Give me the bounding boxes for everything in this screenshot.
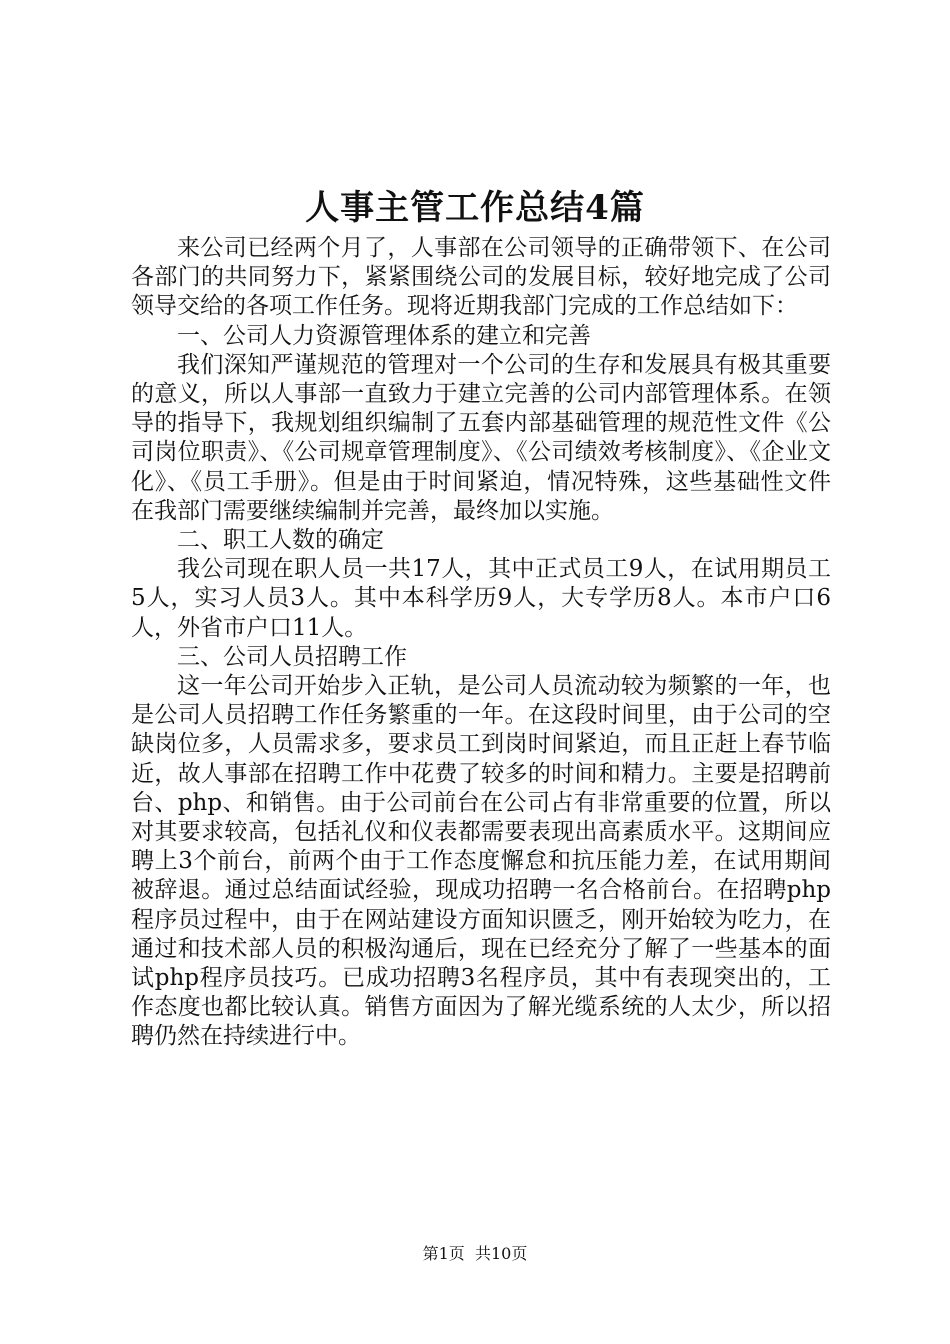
intro-paragraph: 来公司已经两个月了，人事部在公司领导的正确带领下、在公司各部门的共同努力下，紧紧围绕公司的发展目标，较好地完成了公司领导交给的各项工作任务。现将近期我部门完成的工作总结如下： (131, 235, 831, 320)
document-title: 人事主管工作总结4篇 (305, 188, 645, 228)
section-body-3: 这一年公司开始步入正轨，是公司人员流动较为频繁的一年，也是公司人员招聘工作任务繁重的一年。在这段时间里，由于公司的空缺岗位多，人员需求多，要求员工到岗时间紧迫，而且正赶上春节临近，故人事部在招聘工作中花费了较多的时间和精力。主要是招聘前台、php、和销售。由于公司前台在公司占有非常重要的位置，所以对其要求较高，包括礼仪和仪表都需要表现出高素质水平。这期间应聘上3个前台，前两个由于工作态度懈怠和抗压能力差，在试用期间被辞退。通过总结面试经验，现成功招聘一名合格前台。在招聘php程序员过程中，由于在网站建设方面知识匮乏，刚开始较为吃力，在通过和技术部人员的积极沟通后，现在已经充分了解了一些基本的面试php程序员技巧。已成功招聘3名程序员，其中有表现突出的，工作态度也都比较认真。销售方面因为了解光缆系统的人太少，所以招聘仍然在持续进行中。 (131, 673, 831, 1050)
page-number: 第1页 (422, 1244, 465, 1263)
section-heading-1: 一、公司人力资源管理体系的建立和完善 (177, 322, 591, 349)
section-heading-3: 三、公司人员招聘工作 (177, 643, 407, 670)
section-body-1: 我们深知严谨规范的管理对一个公司的生存和发展具有极其重要的意义，所以人事部一直致力于建立完善的公司内部管理体系。在领导的指导下，我规划组织编制了五套内部基础管理的规范性文件《公司岗位职责》、《公司规章管理制度》、《公司绩效考核制度》、《企业文化》、《员工手册》。但是由于时间紧迫，情况特殊，这些基础性文件在我部门需要继续编制并完善，最终加以实施。 (131, 351, 831, 524)
section-heading-2: 二、职工人数的确定 (177, 527, 384, 554)
section-body-2: 我公司现在职人员一共17人，其中正式员工9人，在试用期员工5人，实习人员3人。其中本科学历9人，大专学历8人。本市户口6人，外省市户口11人。 (131, 556, 831, 641)
page-total: 共10页 (474, 1244, 528, 1263)
page-footer (0, 1243, 950, 1265)
document-body (131, 234, 831, 1052)
